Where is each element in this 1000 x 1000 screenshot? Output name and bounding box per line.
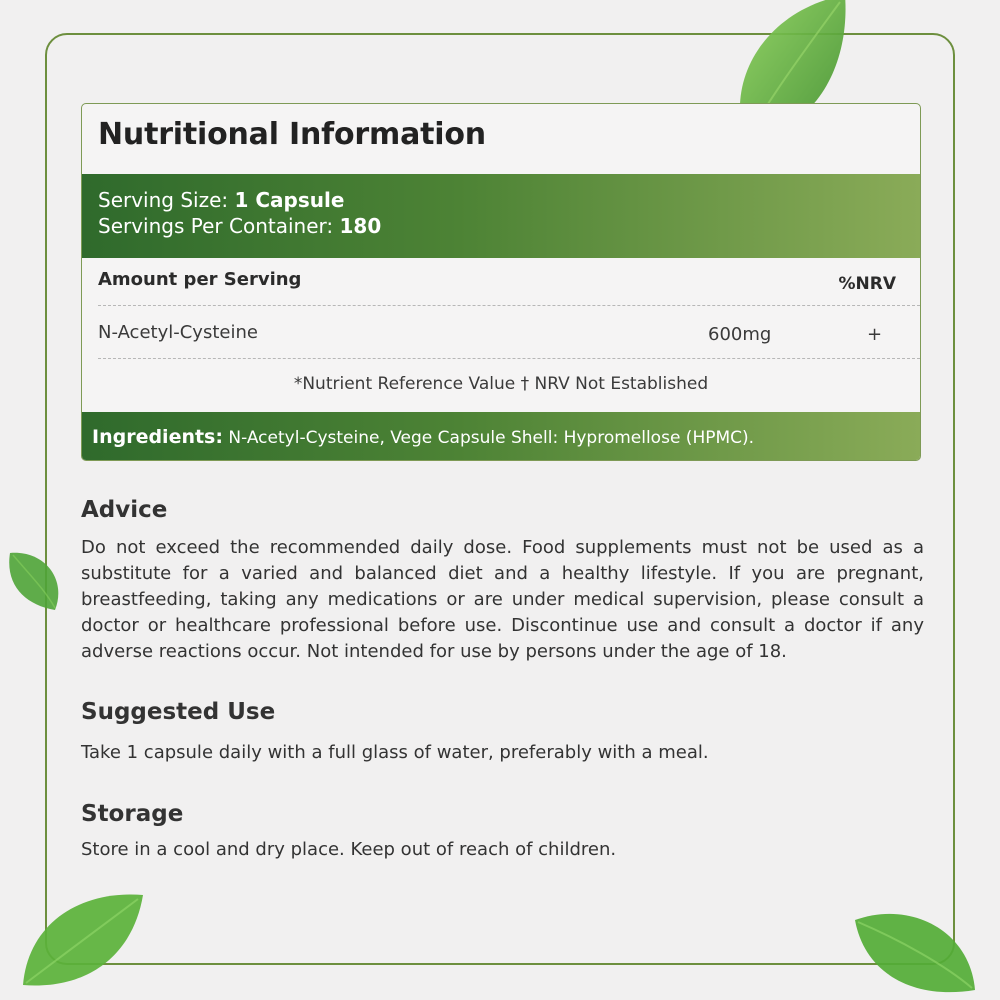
- ingredients-label: Ingredients:: [92, 426, 223, 448]
- nutrition-table: [81, 103, 921, 461]
- storage-text: Store in a cool and dry place. Keep out of reach of children.: [81, 839, 617, 860]
- leaf-icon: [5, 545, 65, 615]
- serving-size-line: [98, 188, 344, 212]
- nrv-footnote: *Nutrient Reference Value † NRV Not Established: [293, 374, 709, 394]
- divider: [98, 305, 920, 306]
- serving-info-band: [82, 174, 920, 258]
- serving-size-value: 1 Capsule: [234, 188, 345, 212]
- amount-per-serving-header: Amount per Serving: [98, 269, 302, 290]
- nutrient-nrv: +: [867, 324, 883, 345]
- servings-per-container-line: [98, 214, 381, 238]
- suggested-use-title: Suggested Use: [81, 699, 276, 725]
- nutrition-title: Nutritional Information: [98, 117, 486, 152]
- divider: [98, 358, 920, 359]
- servings-value: 180: [339, 214, 382, 238]
- leaf-icon: [18, 885, 148, 995]
- nutrient-amount: 600mg: [708, 324, 772, 345]
- ingredients-band: [82, 412, 920, 461]
- storage-title: Storage: [81, 801, 184, 827]
- leaf-icon: [850, 905, 980, 1000]
- advice-text: Do not exceed the recommended daily dose. Food supplements must not be used as a substitute for a varied and balanced diet and a healthy lifestyle. If you are pregnant, breastfeeding, taking any medications or are under medical supervision, please consult a doctor or healthcare professional before use. Discontinue use and consult a doctor if any adverse reactions occur. Not intended for use by persons under the age of 18.: [81, 537, 924, 662]
- serving-size-label: Serving Size:: [98, 188, 229, 212]
- nutrient-name: N-Acetyl-Cysteine: [98, 322, 258, 343]
- nrv-header: %NRV: [838, 274, 896, 294]
- suggested-use-text: Take 1 capsule daily with a full glass of water, preferably with a meal.: [81, 742, 709, 763]
- advice-title: Advice: [81, 497, 168, 523]
- servings-label: Servings Per Container:: [98, 214, 334, 238]
- ingredients-text: N-Acetyl-Cysteine, Vege Capsule Shell: Hypromellose (HPMC).: [228, 428, 755, 448]
